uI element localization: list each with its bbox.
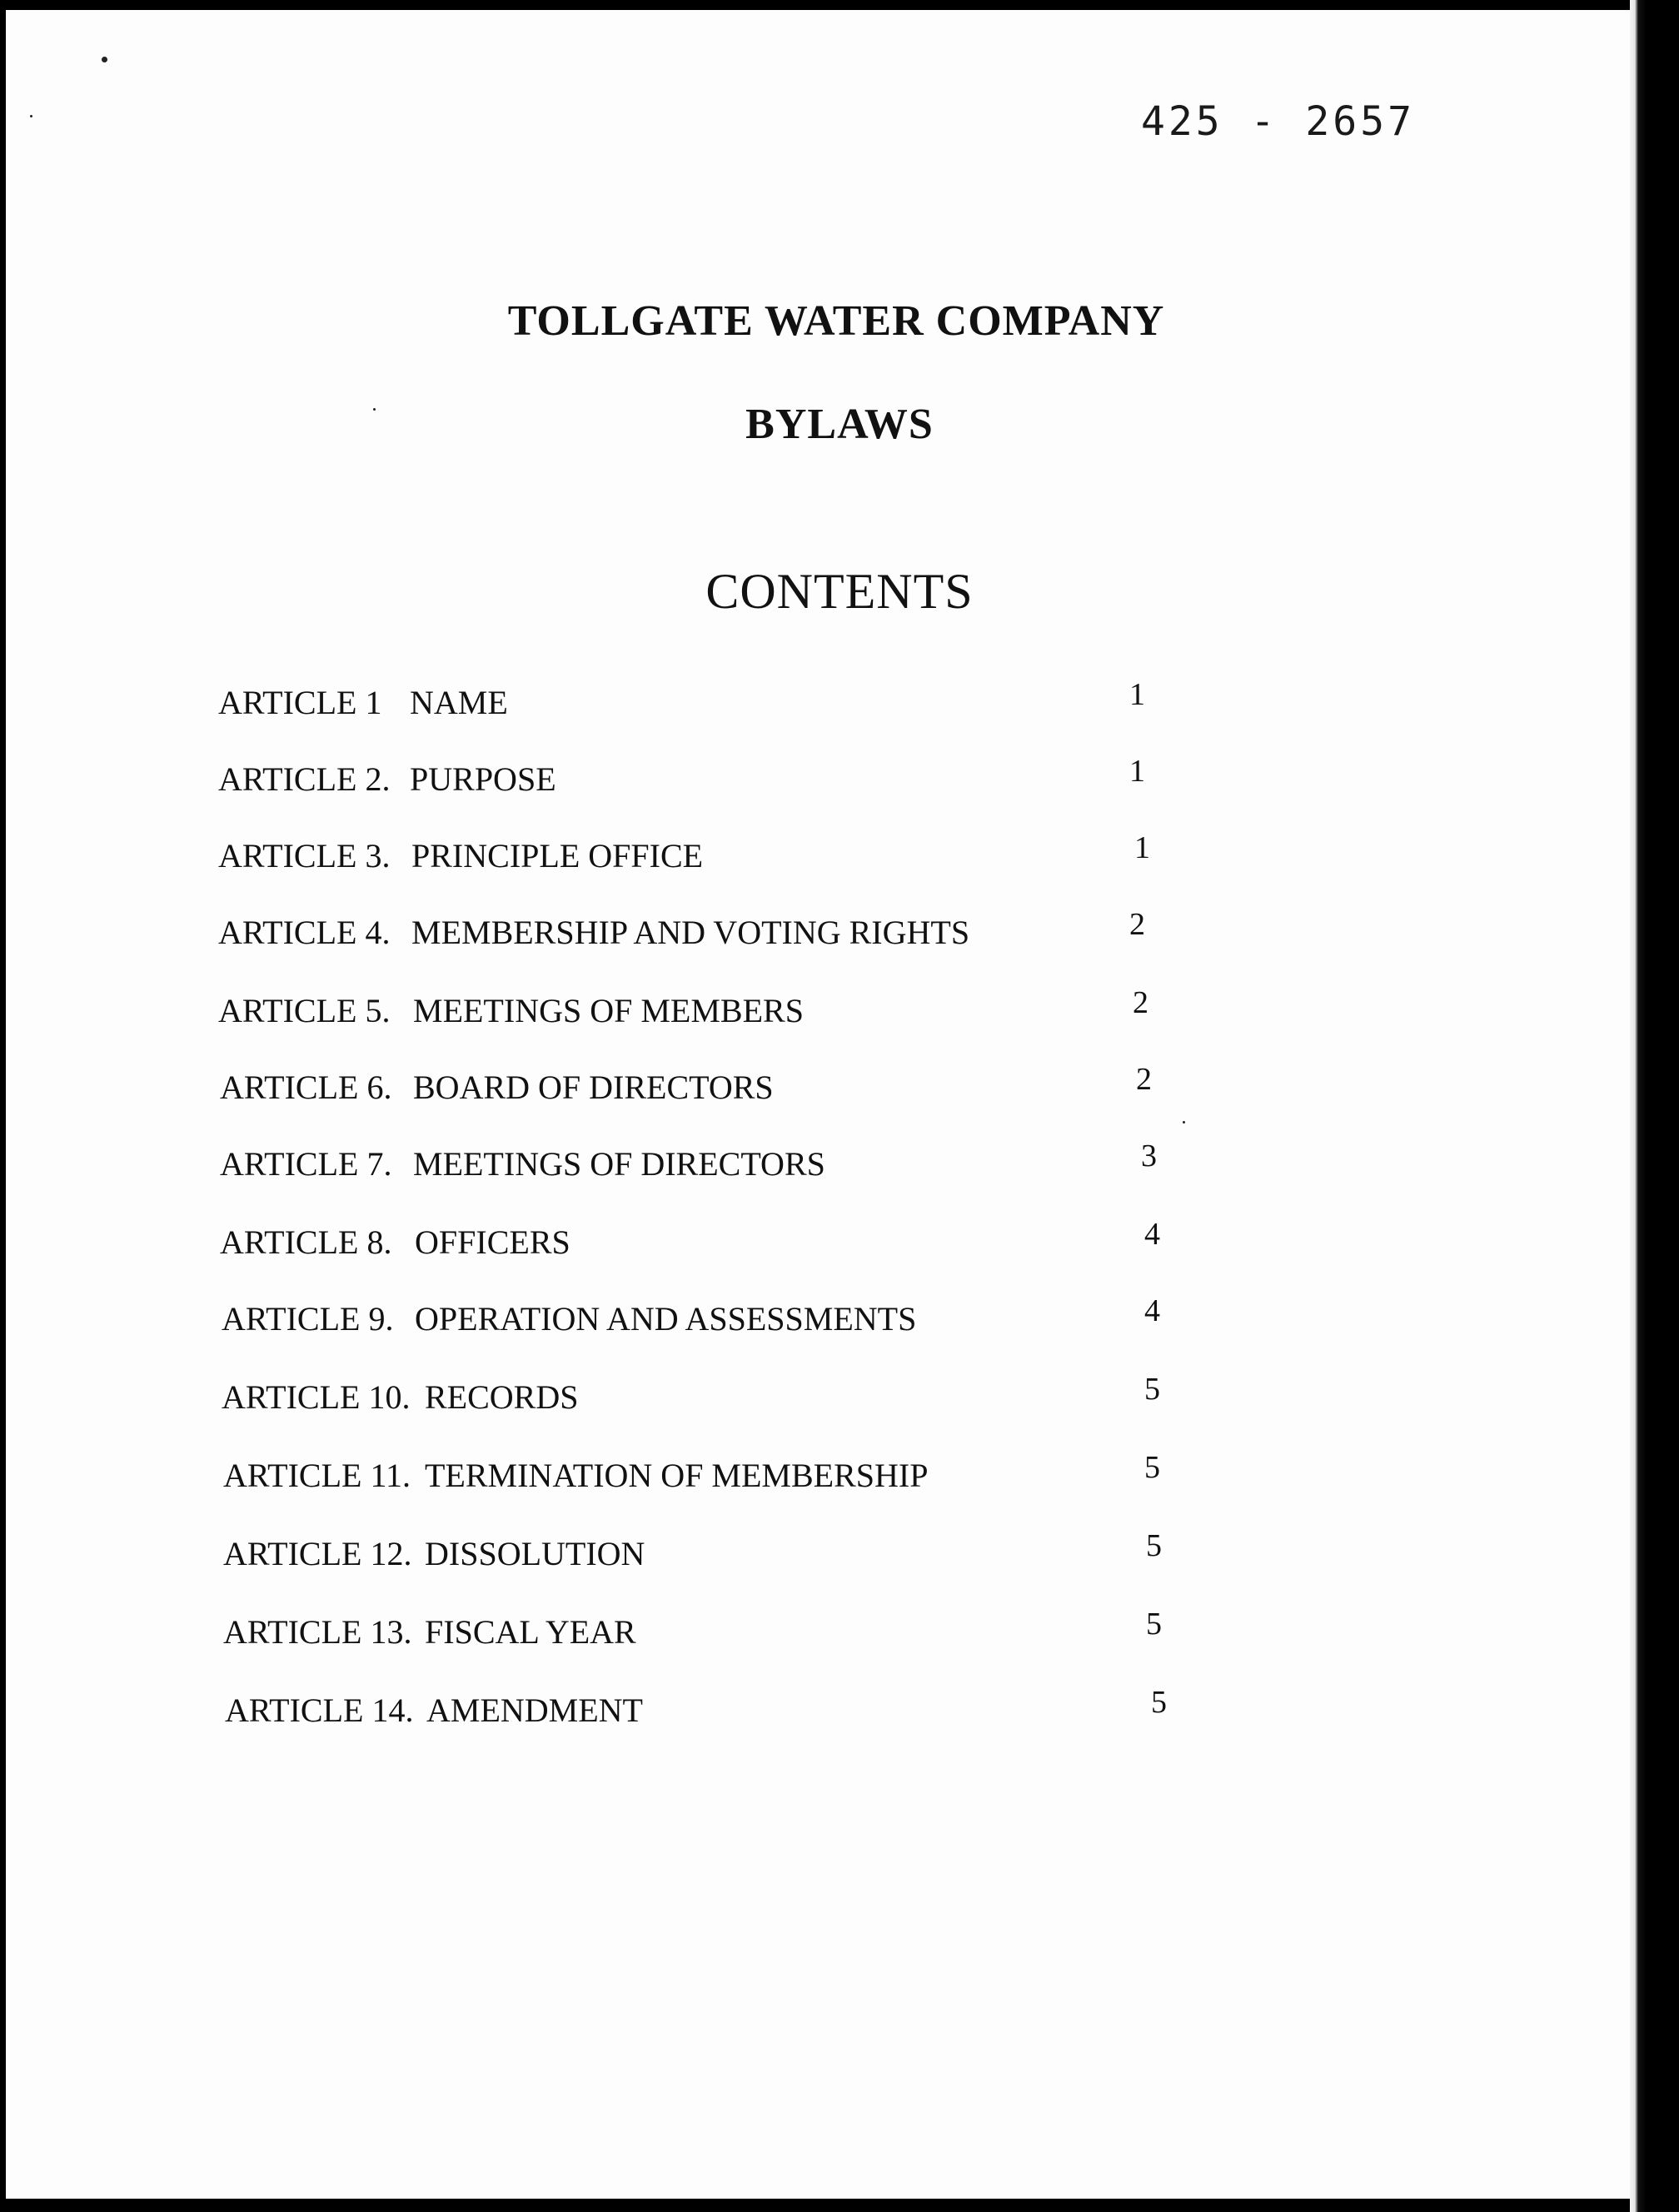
scan-speck — [1183, 1121, 1185, 1123]
toc-page-number: 5 — [1146, 1528, 1162, 1563]
toc-page-number: 2 — [1133, 985, 1148, 1020]
toc-page-number: 1 — [1129, 677, 1145, 712]
document-number: 425 - 2657 — [1141, 98, 1415, 145]
toc-page-number: 4 — [1144, 1217, 1160, 1252]
contents-heading: CONTENTS — [705, 564, 974, 619]
document-title: BYLAWS — [745, 401, 934, 448]
toc-article-name: MEMBERSHIP AND VOTING RIGHTS — [411, 914, 970, 951]
toc-article-name: MEETINGS OF MEMBERS — [413, 992, 804, 1029]
toc-article-name: PURPOSE — [410, 760, 556, 798]
toc-article-name: RECORDS — [425, 1378, 579, 1416]
toc-page-number: 5 — [1144, 1372, 1160, 1407]
toc-article-number: ARTICLE 13. — [223, 1613, 412, 1651]
toc-page-number: 1 — [1129, 754, 1145, 789]
toc-article-name: OFFICERS — [415, 1223, 570, 1261]
toc-page-number: 5 — [1151, 1685, 1167, 1720]
toc-page-number: 2 — [1136, 1062, 1152, 1097]
toc-article-name: FISCAL YEAR — [425, 1613, 636, 1651]
toc-article-name: NAME — [410, 684, 508, 721]
toc-page-number: 5 — [1144, 1450, 1160, 1485]
toc-page-number: 4 — [1144, 1293, 1160, 1328]
toc-article-number: ARTICLE 7. — [220, 1145, 392, 1183]
toc-article-name: TERMINATION OF MEMBERSHIP — [425, 1457, 929, 1494]
toc-article-number: ARTICLE 2. — [218, 760, 391, 798]
toc-article-name: OPERATION AND ASSESSMENTS — [415, 1300, 917, 1338]
toc-page-number: 3 — [1141, 1138, 1157, 1173]
toc-page-number: 5 — [1146, 1607, 1162, 1642]
toc-page-number: 1 — [1134, 830, 1150, 865]
company-name: TOLLGATE WATER COMPANY — [507, 297, 1165, 345]
toc-article-number: ARTICLE 9. — [222, 1300, 394, 1338]
scan-speck — [102, 57, 107, 62]
toc-article-number: ARTICLE 4. — [218, 914, 391, 951]
toc-article-name: AMENDMENT — [426, 1691, 643, 1729]
toc-article-number: ARTICLE 3. — [218, 837, 391, 874]
toc-article-number: ARTICLE 1 — [218, 684, 382, 721]
toc-article-name: BOARD OF DIRECTORS — [413, 1069, 774, 1106]
scan-speck — [30, 115, 32, 117]
toc-article-name: DISSOLUTION — [425, 1535, 645, 1572]
toc-page-number: 2 — [1129, 907, 1145, 942]
toc-article-number: ARTICLE 14. — [225, 1691, 414, 1729]
toc-article-name: MEETINGS OF DIRECTORS — [413, 1145, 825, 1183]
toc-article-number: ARTICLE 6. — [220, 1069, 392, 1106]
toc-article-number: ARTICLE 5. — [218, 992, 391, 1029]
toc-article-name: PRINCIPLE OFFICE — [411, 837, 704, 874]
toc-article-number: ARTICLE 10. — [222, 1378, 411, 1416]
toc-article-number: ARTICLE 11. — [223, 1457, 411, 1494]
toc-article-number: ARTICLE 8. — [220, 1223, 392, 1261]
toc-article-number: ARTICLE 12. — [223, 1535, 412, 1572]
